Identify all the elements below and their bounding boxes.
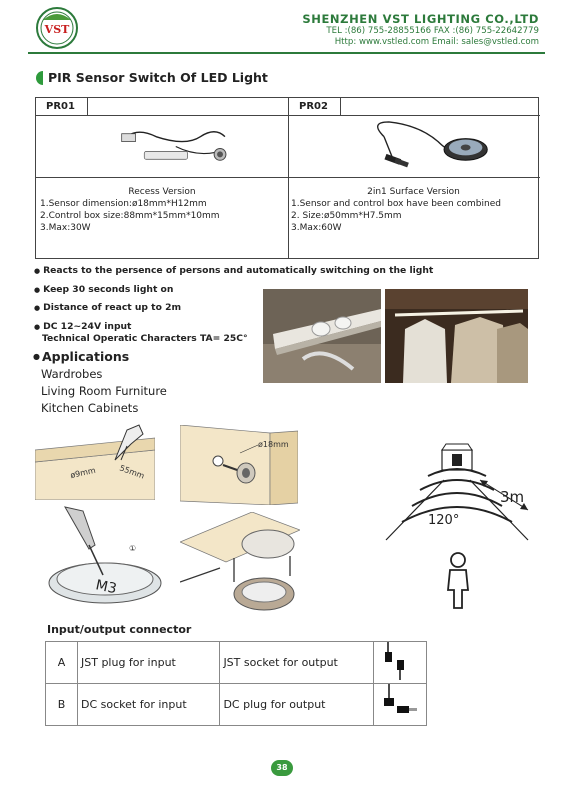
output-cell: JST socket for output: [220, 642, 374, 684]
applications-title: ● Applications: [33, 349, 129, 364]
connector-title: Input/output connector: [47, 623, 192, 636]
jst-connector-image: [374, 642, 427, 684]
screw-mount-diagram: [45, 505, 165, 605]
spec-line: 1.Sensor dimension:ø18mm*H12mm: [40, 199, 207, 209]
angle-label: 120°: [428, 513, 460, 528]
hole-depth-label: 55mm: [118, 463, 146, 481]
company-web-email: Http: www.vstled.com Email: sales@vstled.com: [334, 37, 539, 47]
pr01-specs: [40, 186, 284, 234]
range-label: 3m: [500, 488, 525, 506]
pr02-product-image: [289, 117, 540, 178]
product-code: PR02: [289, 98, 341, 116]
spec-line: 3.Max:30W: [40, 223, 91, 233]
section-title: PIR Sensor Switch Of LED Light: [48, 70, 268, 85]
vst-logo: [33, 6, 81, 50]
input-cell: DC socket for input: [78, 684, 220, 726]
application-item: Kitchen Cabinets: [41, 401, 139, 415]
company-info: [302, 12, 539, 48]
jst-connector-icon: [377, 642, 423, 680]
cabinet-sensor-photo: [263, 289, 381, 383]
product-cell-pr01: [36, 98, 288, 258]
hole-small-label: ø9mm: [69, 465, 97, 480]
product-cell-pr02: [288, 98, 540, 258]
dc-connector-image: [374, 684, 427, 726]
application-item: Wardrobes: [41, 367, 103, 381]
feature-subline: Technical Operatic Characters TA= 25C°: [42, 333, 248, 344]
version-label: Recess Version: [128, 187, 196, 197]
spec-line: 2.Control box size:88mm*15mm*10mm: [40, 211, 220, 221]
header-rule: [28, 52, 545, 54]
spec-line: 2. Size:ø50mm*H7.5mm: [291, 211, 402, 221]
feature-item: ● Reacts to the persence of persons and automatically switching on the light: [34, 265, 433, 276]
hole-large-label: ø18mm: [258, 440, 289, 449]
connector-table: [45, 641, 427, 726]
feature-item: ● DC 12~24V input: [34, 321, 131, 332]
row-key: B: [46, 684, 78, 726]
wardrobe-light-photo: [385, 289, 528, 383]
pr01-product-image: [36, 117, 288, 178]
table-row: [46, 642, 427, 684]
drilling-diagram: [35, 420, 155, 500]
detection-range-diagram: [380, 440, 540, 610]
product-code: PR01: [36, 98, 88, 116]
output-cell: DC plug for output: [220, 684, 374, 726]
application-item: Living Room Furniture: [41, 384, 167, 398]
screw-label: M3: [94, 577, 119, 598]
dc-connector-icon: [377, 684, 423, 722]
feature-item: ● Distance of react up to 2m: [34, 302, 181, 313]
spec-line: 3.Max:60W: [291, 223, 342, 233]
company-name: SHENZHEN VST LIGHTING CO.,LTD: [302, 12, 539, 26]
section-marker: [36, 71, 43, 85]
pr02-specs: [291, 186, 536, 234]
sensor-mount-diagram: [180, 425, 298, 505]
table-row: [46, 684, 427, 726]
page-number: 38: [271, 760, 293, 776]
input-cell: JST plug for input: [78, 642, 220, 684]
feature-item: ● Keep 30 seconds light on: [34, 284, 173, 295]
company-tel-fax: TEL :(86) 755-28855166 FAX :(86) 755-22642779: [326, 26, 539, 36]
surface-mount-diagram: [180, 512, 300, 612]
marker-label: ①: [129, 544, 137, 553]
logo-text: VST: [44, 23, 70, 36]
spec-line: 1.Sensor and control box have been combined: [291, 199, 501, 209]
version-label: 2in1 Surface Version: [367, 187, 460, 197]
product-table: [35, 97, 539, 259]
row-key: A: [46, 642, 78, 684]
